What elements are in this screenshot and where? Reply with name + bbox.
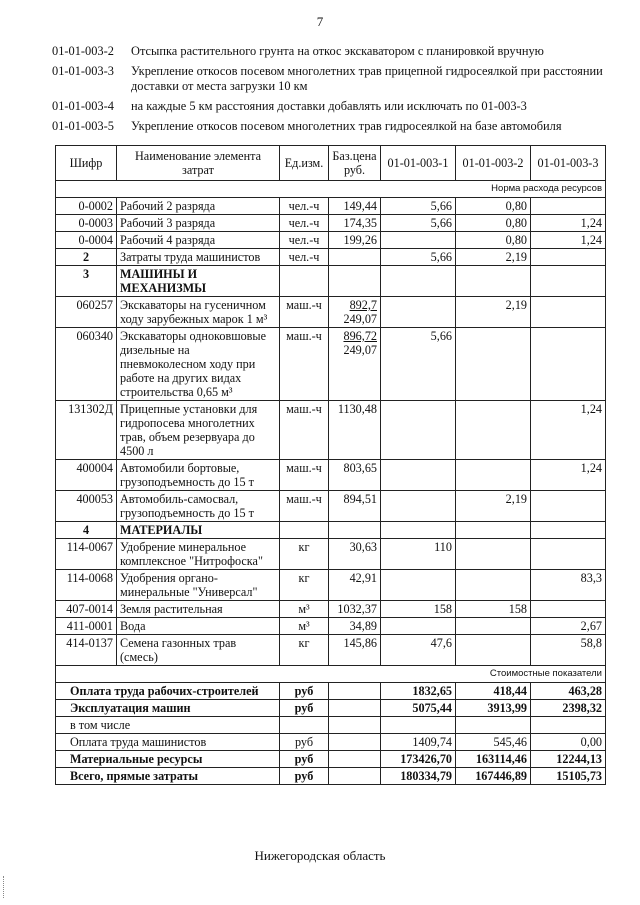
value-col1 — [381, 297, 456, 328]
row-price: 199,26 — [329, 232, 381, 249]
row-unit: чел.-ч — [280, 232, 329, 249]
value-col2 — [456, 401, 531, 460]
code: 01-01-003-2 — [52, 44, 114, 58]
row-unit: м³ — [280, 601, 329, 618]
header-name: Наименование элемента затрат — [117, 146, 280, 181]
row-code: 414-0137 — [56, 635, 117, 666]
code-text: Укрепление откосов посевом многолетних трав гидросеялкой на базе автомобиля — [131, 119, 562, 133]
value-col1: 5,66 — [381, 328, 456, 401]
total-name: Материальные ресурсы — [56, 751, 280, 768]
machine-row — [56, 401, 606, 460]
value-col1: 47,6 — [381, 635, 456, 666]
total-unit: руб — [280, 734, 329, 751]
value-col3 — [531, 249, 606, 266]
value-col2: 158 — [456, 601, 531, 618]
code-line — [52, 119, 612, 134]
table-header-row — [56, 146, 606, 181]
value-col3: 1,24 — [531, 232, 606, 249]
row-price — [329, 297, 381, 328]
value-col2: 0,80 — [456, 198, 531, 215]
section-title: МАТЕРИАЛЫ — [117, 522, 280, 539]
total-name: Оплата труда рабочих-строителей — [56, 683, 280, 700]
row-code: 060340 — [56, 328, 117, 401]
row-unit: маш.-ч — [280, 401, 329, 460]
value-col1: 5,66 — [381, 198, 456, 215]
material-row — [56, 635, 606, 666]
empty-cell — [329, 683, 381, 700]
value-col2: 167446,89 — [456, 768, 531, 785]
row-name: Рабочий 3 разряда — [117, 215, 280, 232]
total-unit: руб — [280, 751, 329, 768]
row-name: Земля растительная — [117, 601, 280, 618]
value-col3: 0,00 — [531, 734, 606, 751]
row-name: Удобрение минеральное комплексное "Нитрофоска" — [117, 539, 280, 570]
value-col2: 2,19 — [456, 249, 531, 266]
row-code: 2 — [56, 249, 117, 266]
value-col3 — [531, 297, 606, 328]
value-col2: 3913,99 — [456, 700, 531, 717]
value-col1 — [381, 618, 456, 635]
value-col2: 0,80 — [456, 215, 531, 232]
row-price: 145,86 — [329, 635, 381, 666]
value-col1: 180334,79 — [381, 768, 456, 785]
section-note-row — [56, 181, 606, 198]
row-name: Автомобили бортовые, грузоподъемность до 15 т — [117, 460, 280, 491]
row-name: Семена газонных трав (смесь) — [117, 635, 280, 666]
total-row — [56, 700, 606, 717]
value-col2: 163114,46 — [456, 751, 531, 768]
empty-cell — [531, 522, 606, 539]
value-col1: 173426,70 — [381, 751, 456, 768]
value-col3: 1,24 — [531, 401, 606, 460]
row-price — [329, 249, 381, 266]
value-col1: 5,66 — [381, 215, 456, 232]
total-unit: руб — [280, 700, 329, 717]
header-base-price: Баз.цена руб. — [329, 146, 381, 181]
section-note: Стоимостные показатели — [56, 666, 606, 683]
price-secondary: 249,07 — [343, 343, 377, 357]
machinist-labor-row — [56, 249, 606, 266]
value-col2: 545,46 — [456, 734, 531, 751]
row-price: 1032,37 — [329, 601, 381, 618]
value-col1: 110 — [381, 539, 456, 570]
value-col1 — [381, 717, 456, 734]
value-col1 — [381, 232, 456, 249]
row-name: Вода — [117, 618, 280, 635]
value-col2 — [456, 635, 531, 666]
row-code: 114-0067 — [56, 539, 117, 570]
row-unit: чел.-ч — [280, 249, 329, 266]
empty-cell — [329, 700, 381, 717]
total-row — [56, 683, 606, 700]
section-row-machines — [56, 266, 606, 297]
row-price — [329, 328, 381, 401]
empty-cell — [329, 266, 381, 297]
code-text: Отсыпка растительного грунта на откос экскаватором с планировкой вручную — [131, 44, 544, 58]
code-text: на каждые 5 км расстояния доставки добавлять или исключать по 01-003-3 — [131, 99, 527, 113]
section-row-materials — [56, 522, 606, 539]
row-price — [329, 401, 381, 460]
value-col1: 158 — [381, 601, 456, 618]
row-price: 174,35 — [329, 215, 381, 232]
row-code: 411-0001 — [56, 618, 117, 635]
empty-cell — [329, 751, 381, 768]
row-unit: м³ — [280, 618, 329, 635]
value-col1 — [381, 460, 456, 491]
row-unit: маш.-ч — [280, 460, 329, 491]
price-secondary: 249,07 — [343, 312, 377, 326]
value-col3: 12244,13 — [531, 751, 606, 768]
code: 01-01-003-3 — [52, 64, 114, 78]
total-unit — [280, 717, 329, 734]
code-line — [52, 44, 612, 59]
row-name: Удобрения органо-минеральные "Универсал" — [117, 570, 280, 601]
code-line — [52, 99, 612, 114]
total-unit: руб — [280, 683, 329, 700]
value-col3 — [531, 328, 606, 401]
empty-cell — [329, 734, 381, 751]
price-secondary: 1130,48 — [337, 402, 377, 416]
value-col3: 1,24 — [531, 460, 606, 491]
value-col1: 1832,65 — [381, 683, 456, 700]
row-code: 407-0014 — [56, 601, 117, 618]
row-name: Экскаваторы на гусеничном ходу зарубежных марок 1 м³ — [117, 297, 280, 328]
material-row — [56, 570, 606, 601]
row-name: Рабочий 4 разряда — [117, 232, 280, 249]
total-unit: руб — [280, 768, 329, 785]
empty-cell — [381, 522, 456, 539]
value-col3: 1,24 — [531, 215, 606, 232]
section-number: 3 — [56, 266, 117, 297]
value-col3: 83,3 — [531, 570, 606, 601]
row-code: 0-0002 — [56, 198, 117, 215]
row-code: 060257 — [56, 297, 117, 328]
value-col3: 58,8 — [531, 635, 606, 666]
empty-cell — [531, 266, 606, 297]
labor-row — [56, 198, 606, 215]
row-price — [329, 460, 381, 491]
value-col1 — [381, 491, 456, 522]
section-number: 4 — [56, 522, 117, 539]
row-code: 0-0003 — [56, 215, 117, 232]
empty-cell — [329, 768, 381, 785]
section-note-row — [56, 666, 606, 683]
value-col2 — [456, 328, 531, 401]
value-col2 — [456, 570, 531, 601]
total-row — [56, 768, 606, 785]
value-col2 — [456, 539, 531, 570]
header-col2: 01-01-003-2 — [456, 146, 531, 181]
row-price: 149,44 — [329, 198, 381, 215]
machine-row — [56, 328, 606, 401]
value-col3 — [531, 717, 606, 734]
header-unit: Ед.изм. — [280, 146, 329, 181]
empty-cell — [381, 266, 456, 297]
empty-cell — [456, 522, 531, 539]
value-col3 — [531, 539, 606, 570]
section-note: Норма расхода ресурсов — [56, 181, 606, 198]
empty-cell — [456, 266, 531, 297]
value-col3: 2,67 — [531, 618, 606, 635]
row-unit: маш.-ч — [280, 491, 329, 522]
header-cipher: Шифр — [56, 146, 117, 181]
row-price — [329, 491, 381, 522]
empty-cell — [329, 717, 381, 734]
empty-cell — [280, 266, 329, 297]
value-col1 — [381, 570, 456, 601]
total-row — [56, 734, 606, 751]
price-secondary: 803,65 — [343, 461, 377, 475]
row-unit: кг — [280, 635, 329, 666]
header-col1: 01-01-003-1 — [381, 146, 456, 181]
value-col1: 1409,74 — [381, 734, 456, 751]
machine-row — [56, 460, 606, 491]
row-code: 400004 — [56, 460, 117, 491]
row-unit: чел.-ч — [280, 215, 329, 232]
code: 01-01-003-5 — [52, 119, 114, 133]
price-secondary: 894,51 — [343, 492, 377, 506]
row-code: 114-0068 — [56, 570, 117, 601]
total-name: Оплата труда машинистов — [56, 734, 280, 751]
row-name: Затраты труда машинистов — [117, 249, 280, 266]
value-col3: 463,28 — [531, 683, 606, 700]
scan-edge-mark — [3, 876, 6, 898]
row-name: Прицепные установки для гидропосева многолетних трав, объем резервуара до 4500 л — [117, 401, 280, 460]
code-descriptions — [52, 44, 612, 139]
empty-cell — [329, 522, 381, 539]
material-row — [56, 539, 606, 570]
value-col3: 2398,32 — [531, 700, 606, 717]
price-primary: 896,72 — [343, 329, 377, 343]
material-row — [56, 618, 606, 635]
machine-row — [56, 297, 606, 328]
value-col2: 2,19 — [456, 297, 531, 328]
value-col3: 15105,73 — [531, 768, 606, 785]
row-name: Автомобиль-самосвал, грузоподъемность до 15 т — [117, 491, 280, 522]
code-text: Укрепление откосов посевом многолетних трав прицепной гидросеялкой при расстоянии доставки от места загрузки 10 км — [131, 64, 603, 93]
labor-row — [56, 215, 606, 232]
value-col3 — [531, 198, 606, 215]
value-col3 — [531, 491, 606, 522]
price-primary: 892,7 — [349, 298, 377, 312]
row-unit: маш.-ч — [280, 297, 329, 328]
footer-region: Нижегородская область — [254, 848, 386, 863]
row-name: Рабочий 2 разряда — [117, 198, 280, 215]
value-col2: 0,80 — [456, 232, 531, 249]
labor-row — [56, 232, 606, 249]
total-row — [56, 751, 606, 768]
value-col2 — [456, 460, 531, 491]
row-unit: кг — [280, 539, 329, 570]
value-col1: 5,66 — [381, 249, 456, 266]
row-name: Экскаваторы одноковшовые дизельные на пневмоколесном ходу при работе на других видах строительства 0,65 м³ — [117, 328, 280, 401]
row-code: 400053 — [56, 491, 117, 522]
value-col2 — [456, 717, 531, 734]
value-col2: 2,19 — [456, 491, 531, 522]
row-unit: чел.-ч — [280, 198, 329, 215]
total-name: Всего, прямые затраты — [56, 768, 280, 785]
row-price: 30,63 — [329, 539, 381, 570]
value-col3 — [531, 601, 606, 618]
machine-row — [56, 491, 606, 522]
header-col3: 01-01-003-3 — [531, 146, 606, 181]
code-line — [52, 64, 612, 94]
value-col1 — [381, 401, 456, 460]
value-col2: 418,44 — [456, 683, 531, 700]
value-col1: 5075,44 — [381, 700, 456, 717]
row-unit: кг — [280, 570, 329, 601]
row-price: 34,89 — [329, 618, 381, 635]
row-code: 0-0004 — [56, 232, 117, 249]
total-name: Эксплуатация машин — [56, 700, 280, 717]
page-number: 7 — [316, 14, 324, 29]
total-name: в том числе — [56, 717, 280, 734]
row-code: 131302Д — [56, 401, 117, 460]
material-row — [56, 601, 606, 618]
value-col2 — [456, 618, 531, 635]
total-row — [56, 717, 606, 734]
row-price: 42,91 — [329, 570, 381, 601]
resource-table — [55, 145, 606, 785]
code: 01-01-003-4 — [52, 99, 114, 113]
empty-cell — [280, 522, 329, 539]
section-title: МАШИНЫ И МЕХАНИЗМЫ — [117, 266, 280, 297]
row-unit: маш.-ч — [280, 328, 329, 401]
